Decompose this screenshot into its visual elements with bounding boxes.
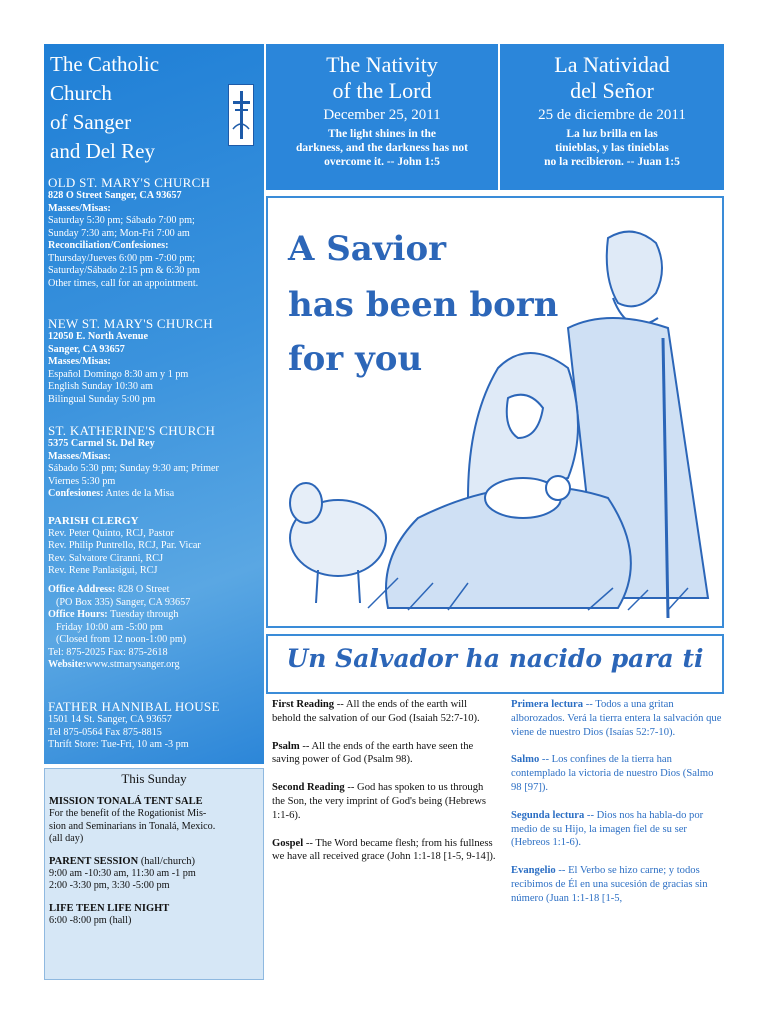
illustration-caption-line: A Savior [288,229,447,269]
reading-item: Psalm -- All the ends of the earth have seen the saving power of God (Psalm 98). [272,740,474,766]
illustration-caption-line: for you [288,339,423,379]
new-st-marys-section: NEW ST. MARY'S CHURCH 12050 E. North Avenue Sanger, CA 93657 Masses/Misas: Español Domingo 8:30 am y 1 pm English Sunday 10:30 am Bilingual Sunday 5:00 pm [48,316,213,405]
nativity-illustration [266,196,724,628]
feast-date: December 25, 2011 [323,107,441,123]
reading-item: First Reading -- All the ends of the earth will behold the salvation of our God (Isaiah 52:7-10). [272,699,480,724]
event-item: PARENT SESSION (hall/church) 9:00 am -10:30 am, 11:30 am -1 pm 2:00 -3:30 pm, 3:30 -5:00 pm [49,855,196,891]
old-st-marys-section: OLD ST. MARY'S CHURCH 828 O Street Sanger, CA 93657 Masses/Misas: Saturday 5:30 pm; Sábado 7:00 pm; Sunday 7:30 am; Mon-Fri 7:00 am Reconciliation/Confesiones: Thursday/Jueves 6:00 pm -7:00 pm; Saturday/Sábado 2:15 pm & 6:30 pm Other times, call for an appointment. [48,175,260,290]
cross-logo-icon [228,84,254,146]
website-link[interactable]: www.stmarysanger.org [85,659,180,670]
st-katherines-section: ST. KATHERINE'S CHURCH 5375 Carmel St. Del Rey Masses/Misas: Sábado 5:30 pm; Sunday 9:30 am; Primer Viernes 5:30 pm Confesiones: Antes de la Misa [48,423,219,499]
header-english: The Nativity of the Lord December 25, 2011 The light shines in the darkness, and the darkness has not overcome it. -- John 1:5 [266,44,498,190]
event-item: MISSION TONALÁ TENT SALE For the benefit of the Rogationist Mis- sion and Seminarians in Tonalá, Mexico. (all day) [49,796,216,844]
banner-text: Un Salvador ha nacido para ti [286,644,704,673]
parish-sidebar [44,44,264,764]
readings-spanish [511,698,726,920]
office-section: Office Address: 828 O Street (PO Box 335) Sanger, CA 93657 Office Hours: Tuesday through Friday 10:00 am -5:00 pm (Closed from 12 noon-1:00 pm) Tel: 875-2025 Fax: 875-2618 Website:www.stmarysanger.org [48,584,191,670]
this-sunday-box [44,768,264,980]
header-spanish: La Natividad del Señor 25 de diciembre de 2011 La luz brilla en las tinieblas, y las tinieblas no la recibieron. -- Juan 1:5 [500,44,724,190]
readings-english [272,698,498,878]
illustration-caption-line: has been born [288,285,559,325]
reading-item: Gospel -- The Word became flesh; from his fullness we have all received grace (John 1:1-18 [1-5, 9-14]). [272,837,496,863]
lamb-figure [290,483,386,603]
parish-title: The Catholic Church of Sanger and Del Rey [50,52,160,163]
reading-item: Salmo -- Los confines de la tierra han contemplado la victoria de nuestro Dios (Salmo 98 [97]). [511,754,714,793]
event-item: LIFE TEEN LIFE NIGHT 6:00 -8:00 pm (hall) [49,902,170,926]
spanish-banner [266,634,724,694]
reading-item: Segunda lectura -- Dios nos ha habla-do por medio de su Hijo, la imagen fiel de su ser (Hebreos 1:1-6). [511,809,704,849]
reading-item: Evangelio -- El Verbo se hizo carne; y todos recibimos de Él en una sucesión de gracias sin número (Juan 1:1-18 [1-5, [511,865,708,904]
feast-date-es: 25 de diciembre de 2011 [538,107,686,123]
section-heading: OLD ST. MARY'S CHURCH [48,175,211,190]
parish-clergy-section: PARISH CLERGY Rev. Peter Quinto, RCJ, Pastor Rev. Philip Puntrello, RCJ, Par. Vicar Rev. Salvatore Ciranni, RCJ Rev. Rene Panlasigui, RCJ [48,515,201,576]
reading-item: Second Reading -- God has spoken to us through the Son, the very imprint of God's being (Hebrews 1:1-6). [272,782,487,821]
this-sunday-heading: This Sunday [121,771,187,786]
reading-item: Primera lectura -- Todos a una gritan alborozados. Verá la tierra entera la salvación que viene de nuestro Dios (Isaías 52:7-10). [511,699,722,738]
hannibal-house-section: FATHER HANNIBAL HOUSE 1501 14 St. Sanger, CA 93657 Tel 875-0564 Fax 875-8815 Thrift Store: Tue-Fri, 10 am -3 pm [48,699,220,750]
